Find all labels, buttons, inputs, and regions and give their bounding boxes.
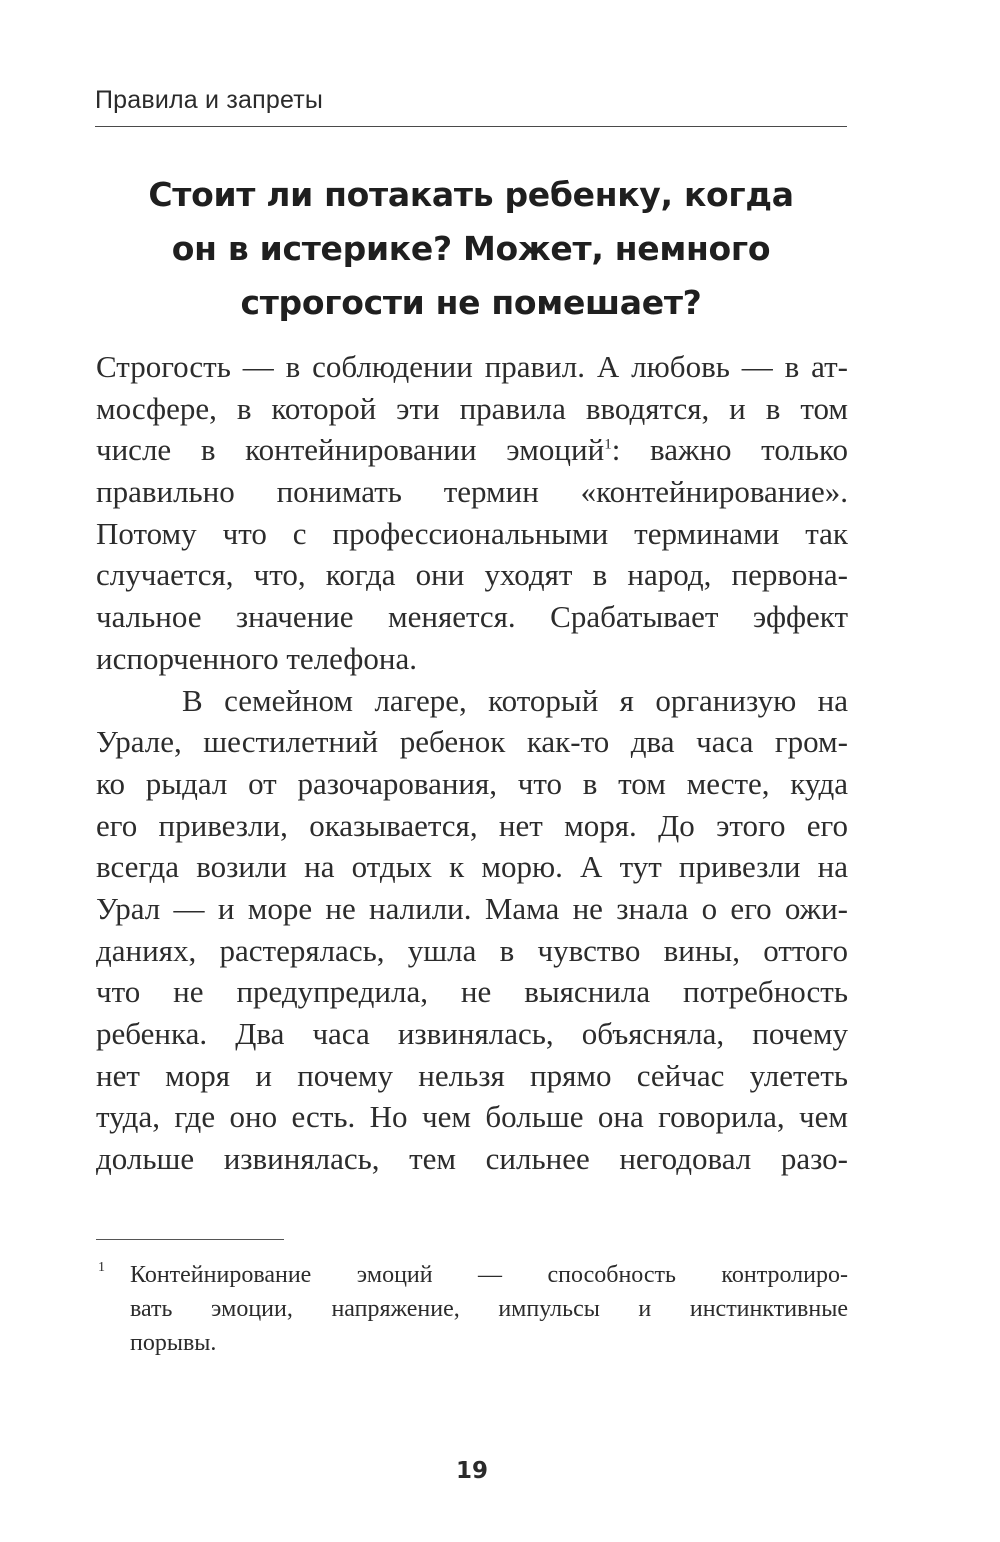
header-rule (95, 126, 847, 127)
footnote-line: порывы. (130, 1330, 217, 1356)
text-line: Урале, шестилетний ребенок как-то два часа гром- (96, 724, 848, 760)
text-line: чальное значение меняется. Срабатывает эффект (96, 599, 848, 635)
text-line: мосфере, в которой эти правила вводятся, и в том (96, 390, 848, 426)
paragraph-1 (96, 346, 848, 680)
text-fragment: числе в контейнировании эмоций (96, 432, 605, 468)
text-line: ко рыдал от разочарования, что в том месте, куда (96, 765, 848, 801)
text-line: что не предупредила, не выяснила потребность (96, 974, 848, 1010)
paragraph-2 (96, 680, 848, 1180)
footnote-reference[interactable]: 1 (604, 437, 612, 454)
heading-line: Стоит ли потакать ребенку, когда (148, 175, 794, 214)
text-line: даниях, растерялась, ушла в чувство вины, оттого (96, 932, 848, 968)
text-line: дольше извинялась, тем сильнее негодовал разо- (96, 1141, 848, 1177)
text-line: Строгость — в соблюдении правил. А любовь — в ат- (96, 349, 848, 384)
text-line: В семейном лагере, который я организую на (182, 682, 848, 718)
footnote-rule (96, 1239, 284, 1240)
text-line: всегда возили на отдых к морю. А тут привезли на (96, 849, 848, 885)
text-line: ребенка. Два часа извинялась, объясняла, почему (96, 1016, 848, 1051)
text-fragment: : важно только (611, 432, 849, 468)
text-line: туда, где оно есть. Но чем больше она говорила, чем (96, 1099, 848, 1135)
text-line: случается, что, когда они уходят в народ, первона- (96, 557, 848, 593)
footnote-line: Контейнирование эмоций — способность контролиро- (130, 1262, 848, 1288)
heading-line: он в истерике? Может, немного (171, 229, 771, 268)
footnote (96, 1258, 848, 1360)
footnote-marker: 1 (98, 1260, 105, 1275)
text-line: правильно понимать термин «контейнирование». (96, 474, 848, 510)
footnote-text (130, 1258, 848, 1360)
text-line: испорченного телефона. (96, 640, 417, 676)
section-heading (95, 168, 847, 330)
page-number: 19 (455, 1458, 488, 1484)
footnote-line: вать эмоции, напряжение, импульсы и инстинктивные (130, 1296, 848, 1322)
body-text (96, 346, 848, 1180)
text-line (96, 429, 848, 471)
text-line: его привезли, оказывается, нет моря. До этого его (96, 807, 848, 843)
text-line: Урал — и море не налили. Мама не знала о его ожи- (96, 890, 848, 926)
running-header: Правила и запреты (95, 86, 324, 114)
text-line: нет моря и почему нельзя прямо сейчас улететь (96, 1057, 848, 1093)
text-line: Потому что с профессиональными терминами так (96, 515, 848, 551)
heading-line: строгости не помешает? (240, 283, 702, 322)
